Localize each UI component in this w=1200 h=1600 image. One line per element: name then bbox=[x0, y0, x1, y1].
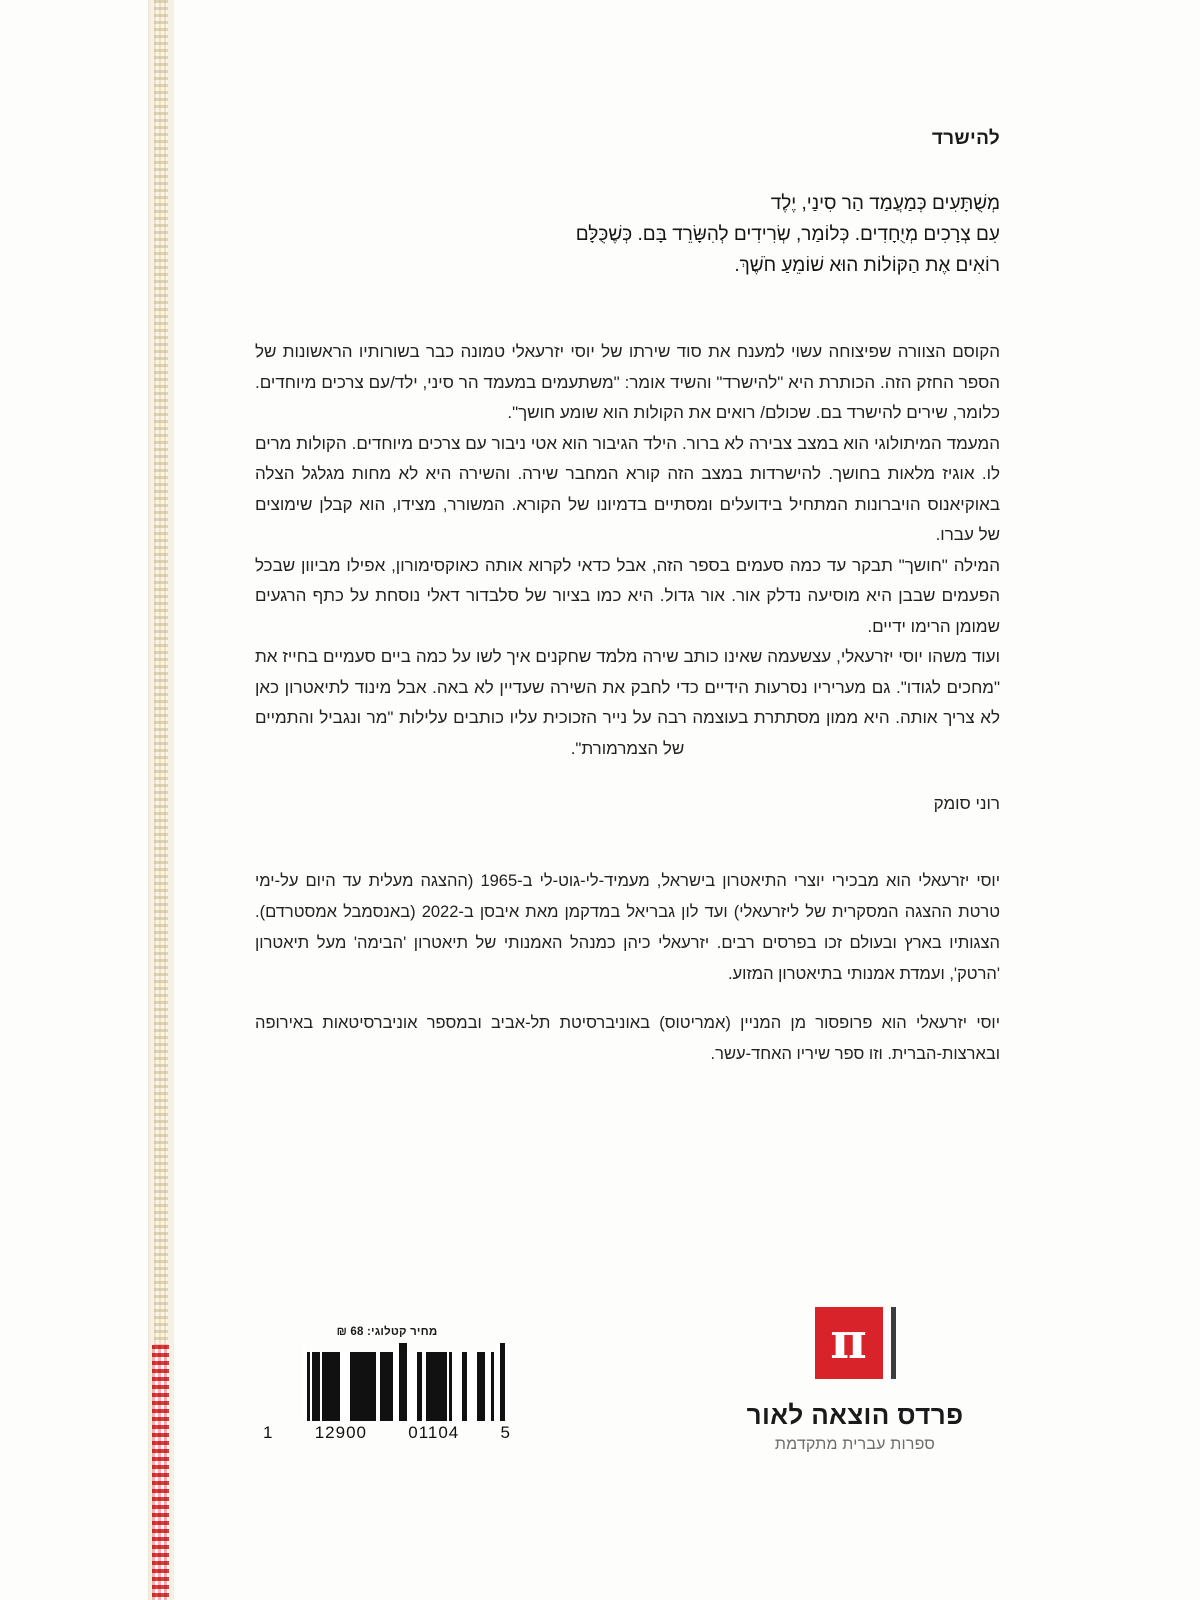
poem-line: רוֹאִים אֶת הַקּוֹלוֹת הוּא שׁוֹמֵעַ חֹשֶׁךְ. bbox=[734, 255, 1000, 276]
publisher-name: פרדס הוצאה לאור bbox=[746, 1400, 964, 1430]
essay-paragraph: המעמד המיתולוגי הוא במצב צבירה לא ברור. הילד הגיבור הוא אטי ניבור עם צרכים מיוחדים. הקולות מרים לו. אוגיז מלאות בחושך. להישרדות במצב הזה קורא המחבר שירה. והשירה היא לא מחות מגלגל הצלה באוקיאנוס הויברונות המתחיל בידועלים ומסתיים בדמיונו של הקורא. המשורר, מצידו, הוא קבלן שימוצים של עברו. bbox=[255, 433, 1000, 544]
spine-texture-cream bbox=[154, 0, 168, 1345]
barcode-image bbox=[269, 1343, 505, 1421]
barcode-digit: 1 bbox=[263, 1423, 274, 1442]
bio-paragraph: יוסי יזרעאלי הוא מבכירי יוצרי התיאטרון בישראל, מעמיד-לי-גוט-לי ב-1965 (ההצגה מעלית עד היום על-ימי טרטת ההצגה המסקרית של ליזרעאלי) ועד לון גבריאל במדקמן מאת איבסן ב-2022 (באנסמבל אמסטרדם). הצגותיו בארץ ובעולם זכו בפרסים רבים. יזרעאלי כיהן כמנהל האמנותי של תיאטרון 'הבימה' מעל תיאטרון 'הרטק', ועמדת אמנותי בתיאטרון המזוע. bbox=[255, 872, 1000, 983]
poem-excerpt bbox=[255, 150, 1000, 281]
publisher-logo bbox=[705, 1300, 1005, 1386]
logo-accent-bar bbox=[891, 1307, 896, 1379]
poem-line: מְשֻׁתָּעִים כְּמַעֲמַד הַר סִינַי, יֶלֶד bbox=[770, 193, 1000, 214]
barcode-block bbox=[262, 1326, 512, 1443]
pi-icon bbox=[815, 1307, 883, 1379]
barcode-digit: 5 bbox=[500, 1423, 511, 1442]
publisher-tagline: ספרות עברית מתקדמת bbox=[774, 1436, 936, 1453]
essay-signature: רוני סומק bbox=[933, 794, 1000, 813]
publisher-block bbox=[705, 1300, 1005, 1454]
essay-paragraph: המילה "חושך" תבקר עד כמה סעמים בספר הזה, אבל כדאי לקרוא אותה כאוקסימורון, אפילו מביוון שבכל הפעמים שבבן היא מוסיעה נדלק אור. אור גדול. היא כמו בציור של סלבדור דאלי נוסחת על כתף הרגעים שמומן הרימו ידיים. bbox=[255, 555, 1000, 636]
poem-title: להישרד bbox=[931, 128, 1000, 149]
catalog-price-label: מחיר קטלוגי: 68 ₪ bbox=[336, 1326, 438, 1338]
author-biography bbox=[255, 814, 1000, 1070]
poem-line: עִם צְרָכִים מְיֻחָדִים. כְּלוֹמַר, שְׂרִידִים לְהִשָּׂרֵד בָּם. כְּשֶׁכֻּלָּם bbox=[575, 224, 1000, 245]
essay-paragraph: ועוד משהו יוסי יזרעאלי, עצשעמה שאינו כותב שירה מלמד שחקנים איך לשו על כמה ביים סעמיים בחייז את "מחכים לגודו". גם מעריריו נסרעות הידיים כדי לחבק את השירה שעדיין לא באה. אבל מינוד לתיאטרון כאן לא צריך אותה. היא ממון מסתתרת בעוצמה רבה על נייר הזכוכית עליו כותבים עלילות "מר ונגביל והתמיים של הצמרמורת". bbox=[255, 647, 1000, 758]
barcode-digit: 01104 bbox=[408, 1423, 460, 1442]
barcode-digit: 12900 bbox=[314, 1423, 367, 1442]
barcode-digits bbox=[263, 1423, 511, 1443]
essay-text bbox=[255, 281, 1000, 764]
cover-footer bbox=[0, 1290, 1200, 1550]
pi-glyph: π bbox=[830, 1311, 867, 1370]
essay-paragraph: הקוסם הצוורה שפיצוחה עשוי למענח את סוד שירתו של יוסי יזרעאלי טמונה כבר בשורותיו הראשונות של הספר החזק הזה. הכותרת היא "להישרד" והשיד אומר: "משתעמים במעמד הר סיני, ילד/עם צרכים מיוחדים. כלומר, שירים להישרד בם. שכולם/ רואים את הקולות הוא שומע חושך". bbox=[255, 342, 1000, 422]
bio-paragraph: יוסי יזרעאלי הוא פרופסור מן המניין (אמריטוס) באוניברסיטת תל-אביב ובמספר אוניברסיטאות באירופה ובארצות-הברית. וזו ספר שיריו האחד-עשר. bbox=[255, 1014, 1000, 1063]
